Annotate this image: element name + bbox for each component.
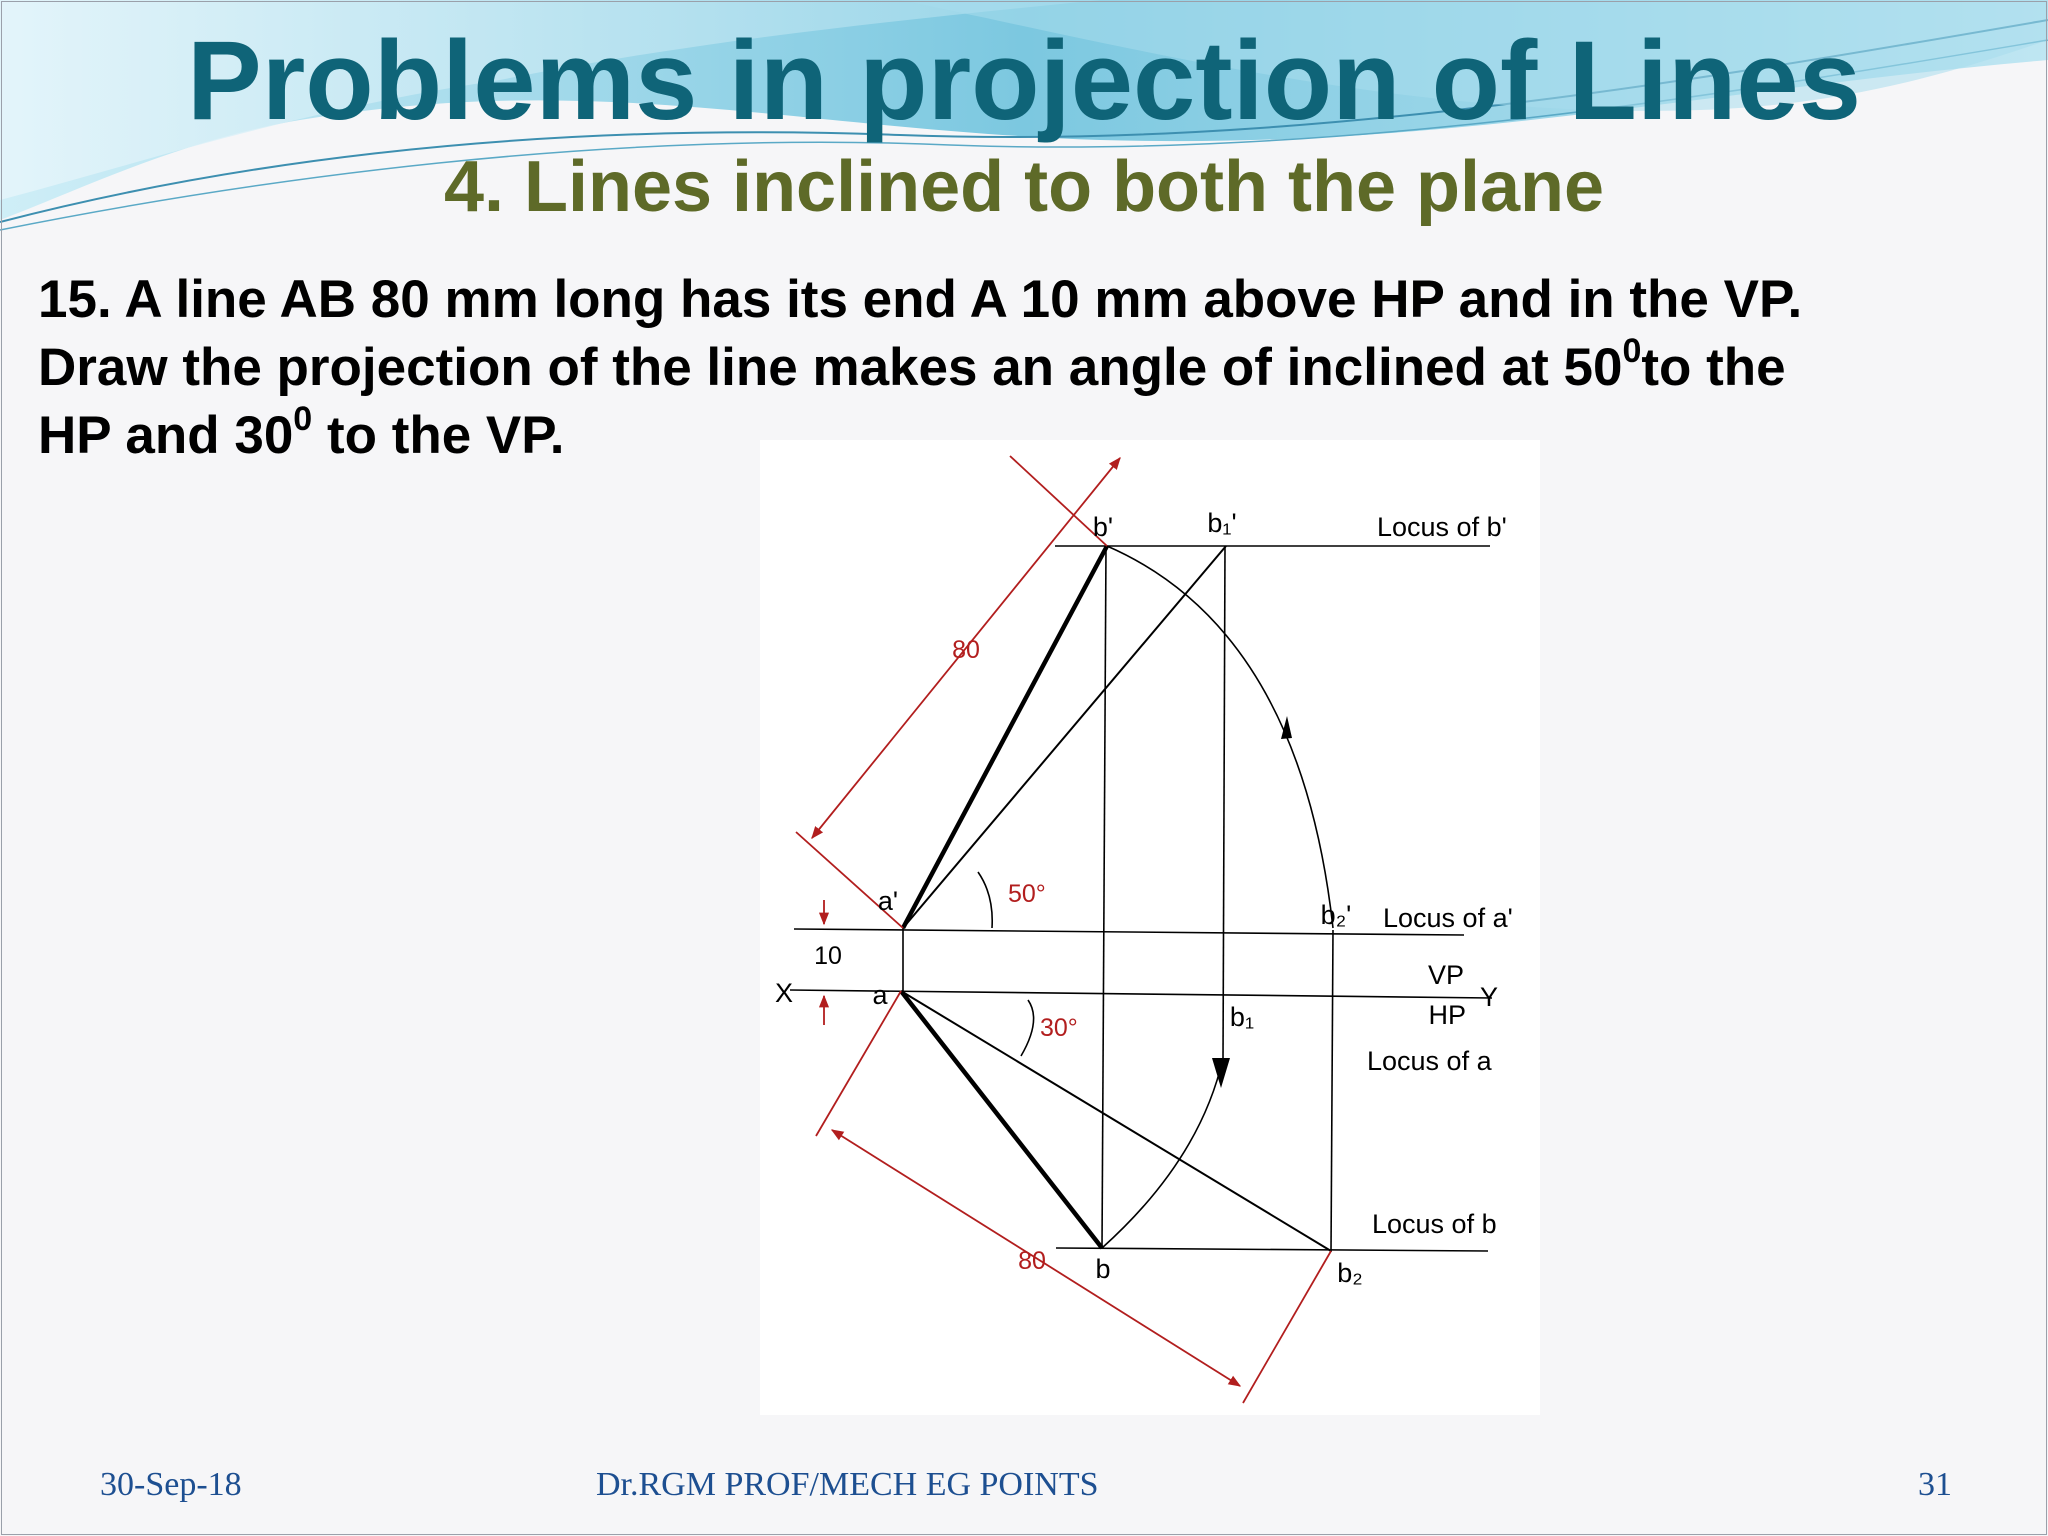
projector-b (1102, 546, 1106, 1248)
rotation-arc-b1-prime-to-b2-prime (1107, 546, 1333, 928)
label-b2-prime: b₂' (1320, 900, 1352, 930)
extension-line-b2-bottom (1243, 1251, 1331, 1403)
rotation-arc-b-to-b1 (1102, 1058, 1223, 1248)
problem-line-2-tail: to the (1641, 338, 1786, 397)
footer-author: Dr.RGM PROF/MECH EG POINTS (596, 1466, 1099, 1503)
angle-arc-50 (978, 872, 992, 928)
label-b-prime: b' (1092, 512, 1114, 542)
degree-superscript: 0 (1622, 332, 1642, 371)
xy-reference-line (790, 990, 1492, 998)
label-a-prime: a' (877, 886, 899, 916)
problem-line-2 (38, 334, 2028, 402)
label-dim-80-top: 80 (952, 636, 980, 664)
projector-b1 (1223, 546, 1225, 1060)
label-locus-b: Locus of b (1372, 1209, 1497, 1239)
label-b2: b₂ (1337, 1258, 1363, 1288)
projection-diagram (760, 440, 1540, 1415)
label-locus-a-prime: Locus of a' (1383, 903, 1513, 933)
problem-line-3-text: HP and 30 (38, 406, 294, 465)
angle-arc-30 (1021, 1000, 1034, 1056)
true-length-a-b1-prime (903, 546, 1226, 928)
footer-page-number: 31 (1918, 1466, 1952, 1503)
projector-b2 (1331, 930, 1333, 1252)
label-locus-a: Locus of a (1367, 1046, 1492, 1076)
label-a: a (872, 980, 888, 1010)
label-b: b (1095, 1254, 1111, 1284)
label-x: X (774, 978, 794, 1008)
label-angle-50: 50° (1008, 880, 1046, 908)
elevation-a-b-prime (903, 546, 1107, 928)
slide-title: Problems in projection of Lines (187, 18, 1861, 143)
label-hp: HP (1428, 1000, 1466, 1030)
locus-a-prime-line (794, 929, 1464, 935)
label-dim-80-bottom: 80 (1018, 1247, 1046, 1275)
problem-line-3-tail: to the VP. (312, 406, 565, 465)
degree-superscript: 0 (293, 400, 313, 439)
locus-b-line (1056, 1248, 1488, 1251)
true-length-a-b2 (901, 991, 1331, 1251)
label-b1-prime: b₁' (1207, 508, 1237, 538)
label-dim-10: 10 (814, 942, 842, 970)
label-locus-b-prime: Locus of b' (1377, 512, 1507, 542)
extension-line-a-bottom (816, 991, 901, 1136)
footer-date: 30-Sep-18 (100, 1466, 242, 1503)
problem-line-2-text: Draw the projection of the line makes an angle of inclined at 50 (38, 338, 1623, 397)
label-b1: b₁ (1229, 1002, 1255, 1032)
arrow-down-icon (1212, 1058, 1230, 1088)
label-angle-30: 30° (1040, 1014, 1078, 1042)
label-y: Y (1480, 982, 1499, 1012)
label-vp: VP (1427, 960, 1464, 990)
problem-line-1: 15. A line AB 80 mm long has its end A 10 mm above HP and in the VP. (38, 270, 1803, 329)
slide-subtitle: 4. Lines inclined to both the plane (443, 147, 1605, 227)
